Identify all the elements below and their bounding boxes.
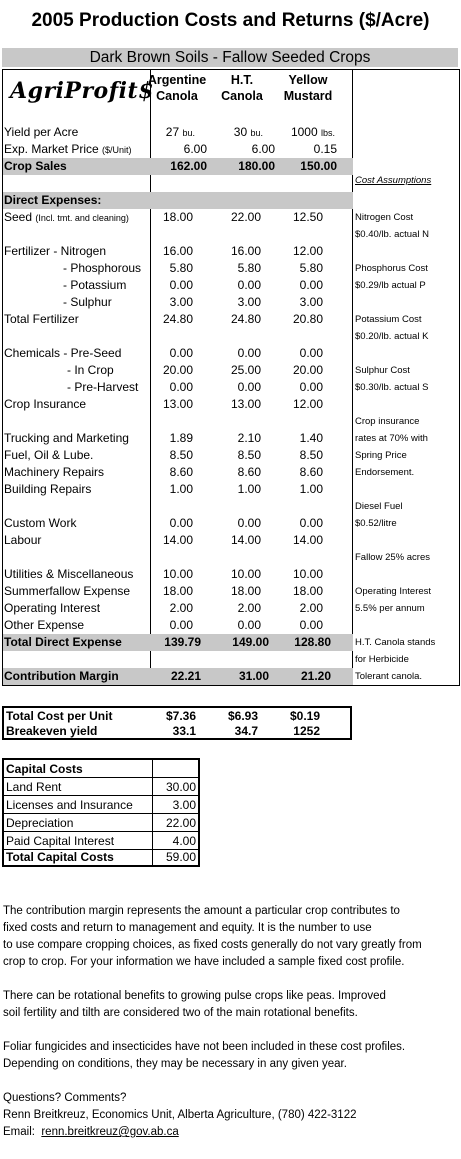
- page-subtitle: Dark Brown Soils - Fallow Seeded Crops: [2, 48, 458, 67]
- yield-row: Yield per Acre 27 bu. 30 bu. 1000 lbs.: [4, 125, 335, 139]
- assumption-note: 5.5% per annum: [355, 603, 425, 614]
- custom-work-row: Custom Work 0.00 0.00 0.00: [4, 516, 323, 530]
- operating-interest-row: Operating Interest 2.00 2.00 2.00: [4, 601, 323, 615]
- total-fertilizer-row: Total Fertilizer 24.80 24.80 20.80: [4, 312, 323, 326]
- total-cost-per-unit-row: Total Cost per Unit $7.36 $6.93 $0.19: [6, 709, 320, 723]
- rotational-benefits-text: There can be rotational benefits to growing pulse crops like peas. Improved soil fertility and tilth are considered two of the main rotational benefits.: [3, 990, 386, 1019]
- email-link[interactable]: renn.breitkreuz@gov.ab.ca: [41, 1126, 179, 1138]
- page-title: 2005 Production Costs and Returns ($/Acre): [31, 10, 430, 31]
- assumption-note: Sulphur Cost: [355, 365, 410, 376]
- assumption-note: $0.52/litre: [355, 518, 397, 529]
- agriprofit-logo: AgriProfit$: [10, 78, 154, 104]
- unit-cost-table: [2, 706, 352, 740]
- fertilizer-potassium-row: - Potassium 0.00 0.00 0.00: [63, 278, 323, 292]
- utilities-row: Utilities & Miscellaneous 10.00 10.00 10.00: [4, 567, 323, 581]
- cost-assumptions-header: Cost Assumptions: [355, 175, 432, 186]
- capital-total: Total Capital Costs 59.00: [6, 850, 196, 864]
- labour-row: Labour 14.00 14.00 14.00: [4, 533, 323, 547]
- assumption-note: $0.29/lb actual P: [355, 280, 426, 291]
- fertilizer-nitrogen-row: Fertilizer - Nitrogen 16.00 16.00 12.00: [4, 244, 323, 258]
- total-direct-row: Total Direct Expense 139.79 149.00 128.80: [3, 634, 353, 651]
- assumption-note: $0.30/lb. actual S: [355, 382, 429, 393]
- capital-item: Depreciation 22.00: [6, 816, 196, 830]
- trucking-row: Trucking and Marketing 1.89 2.10 1.40: [4, 431, 323, 445]
- col-header-argentine: Argentine Canola: [147, 73, 207, 103]
- crop-sales-row: Crop Sales 162.00 180.00 150.00: [3, 158, 353, 175]
- capital-costs-table: [2, 758, 200, 867]
- fuel-row: Fuel, Oil & Lube. 8.50 8.50 8.50: [4, 448, 323, 462]
- capital-item: Land Rent 30.00: [6, 780, 196, 794]
- breakeven-yield-row: Breakeven yield 33.1 34.7 1252: [6, 724, 320, 738]
- crop-insurance-row: Crop Insurance 13.00 13.00 12.00: [4, 397, 323, 411]
- price-row: Exp. Market Price ($/Unit) 6.00 6.00 0.15: [4, 142, 337, 156]
- assumption-note: rates at 70% with: [355, 433, 428, 444]
- chemicals-preseed-row: Chemicals - Pre-Seed 0.00 0.00 0.00: [4, 346, 323, 360]
- contact-info: Questions? Comments? Renn Breitkreuz, Economics Unit, Alberta Agriculture, (780) 422-3122 Email: renn.breitkreuz@gov.ab.ca: [3, 1092, 357, 1138]
- assumption-note: Operating Interest: [355, 586, 432, 597]
- fertilizer-sulphur-row: - Sulphur 3.00 3.00 3.00: [63, 295, 323, 309]
- assumption-note: H.T. Canola stands: [355, 637, 436, 648]
- capital-item: Paid Capital Interest 4.00: [6, 834, 196, 848]
- seed-row: Seed (Incl. tmt. and cleaning) 18.00 22.00 12.50: [4, 210, 323, 224]
- summerfallow-row: Summerfallow Expense 18.00 18.00 18.00: [4, 584, 323, 598]
- fungicides-note: Foliar fungicides and insecticides have not been included in these cost profiles. Depending on conditions, they may be necessary in any given year.: [3, 1041, 406, 1070]
- building-row: Building Repairs 1.00 1.00 1.00: [4, 482, 323, 496]
- direct-expenses-header: Direct Expenses:: [3, 192, 353, 209]
- fertilizer-phosphorous-row: - Phosphorous 5.80 5.80 5.80: [63, 261, 323, 275]
- assumption-note: Phosphorus Cost: [355, 263, 428, 274]
- assumption-note: Spring Price: [355, 450, 407, 461]
- chemicals-incrop-row: - In Crop 20.00 25.00 20.00: [67, 363, 323, 377]
- assumption-note: Crop insurance: [355, 416, 420, 427]
- contribution-margin-row: Contribution Margin 22.21 31.00 21.20: [3, 668, 353, 685]
- assumption-note: Tolerant canola.: [355, 671, 423, 682]
- chemicals-preharvest-row: - Pre-Harvest 0.00 0.00 0.00: [67, 380, 323, 394]
- assumption-note: $0.20/lb. actual K: [355, 331, 429, 342]
- col-header-mustard: Yellow Mustard: [283, 73, 333, 103]
- other-expense-row: Other Expense 0.00 0.00 0.00: [4, 618, 323, 632]
- assumption-note: Endorsement.: [355, 467, 415, 478]
- col-header-ht: H.T. Canola: [221, 73, 263, 103]
- assumption-note: $0.40/lb. actual N: [355, 229, 429, 240]
- contribution-explanation: The contribution margin represents the amount a particular crop contributes to fixed costs and return to management and equity. It is the number to use to use compare cropping choices, as fixed costs generally do not vary greatly from crop to crop. For your information we have included a sample fixed cost profile.: [3, 905, 422, 968]
- assumption-note: Nitrogen Cost: [355, 212, 414, 223]
- capital-item: Licenses and Insurance 3.00: [6, 798, 196, 812]
- assumption-note: Diesel Fuel: [355, 501, 403, 512]
- assumption-note: for Herbicide: [355, 654, 409, 665]
- assumption-note: Potassium Cost: [355, 314, 422, 325]
- capital-header: Capital Costs: [4, 760, 198, 778]
- assumption-note: Fallow 25% acres: [355, 552, 430, 563]
- machinery-row: Machinery Repairs 8.60 8.60 8.60: [4, 465, 323, 479]
